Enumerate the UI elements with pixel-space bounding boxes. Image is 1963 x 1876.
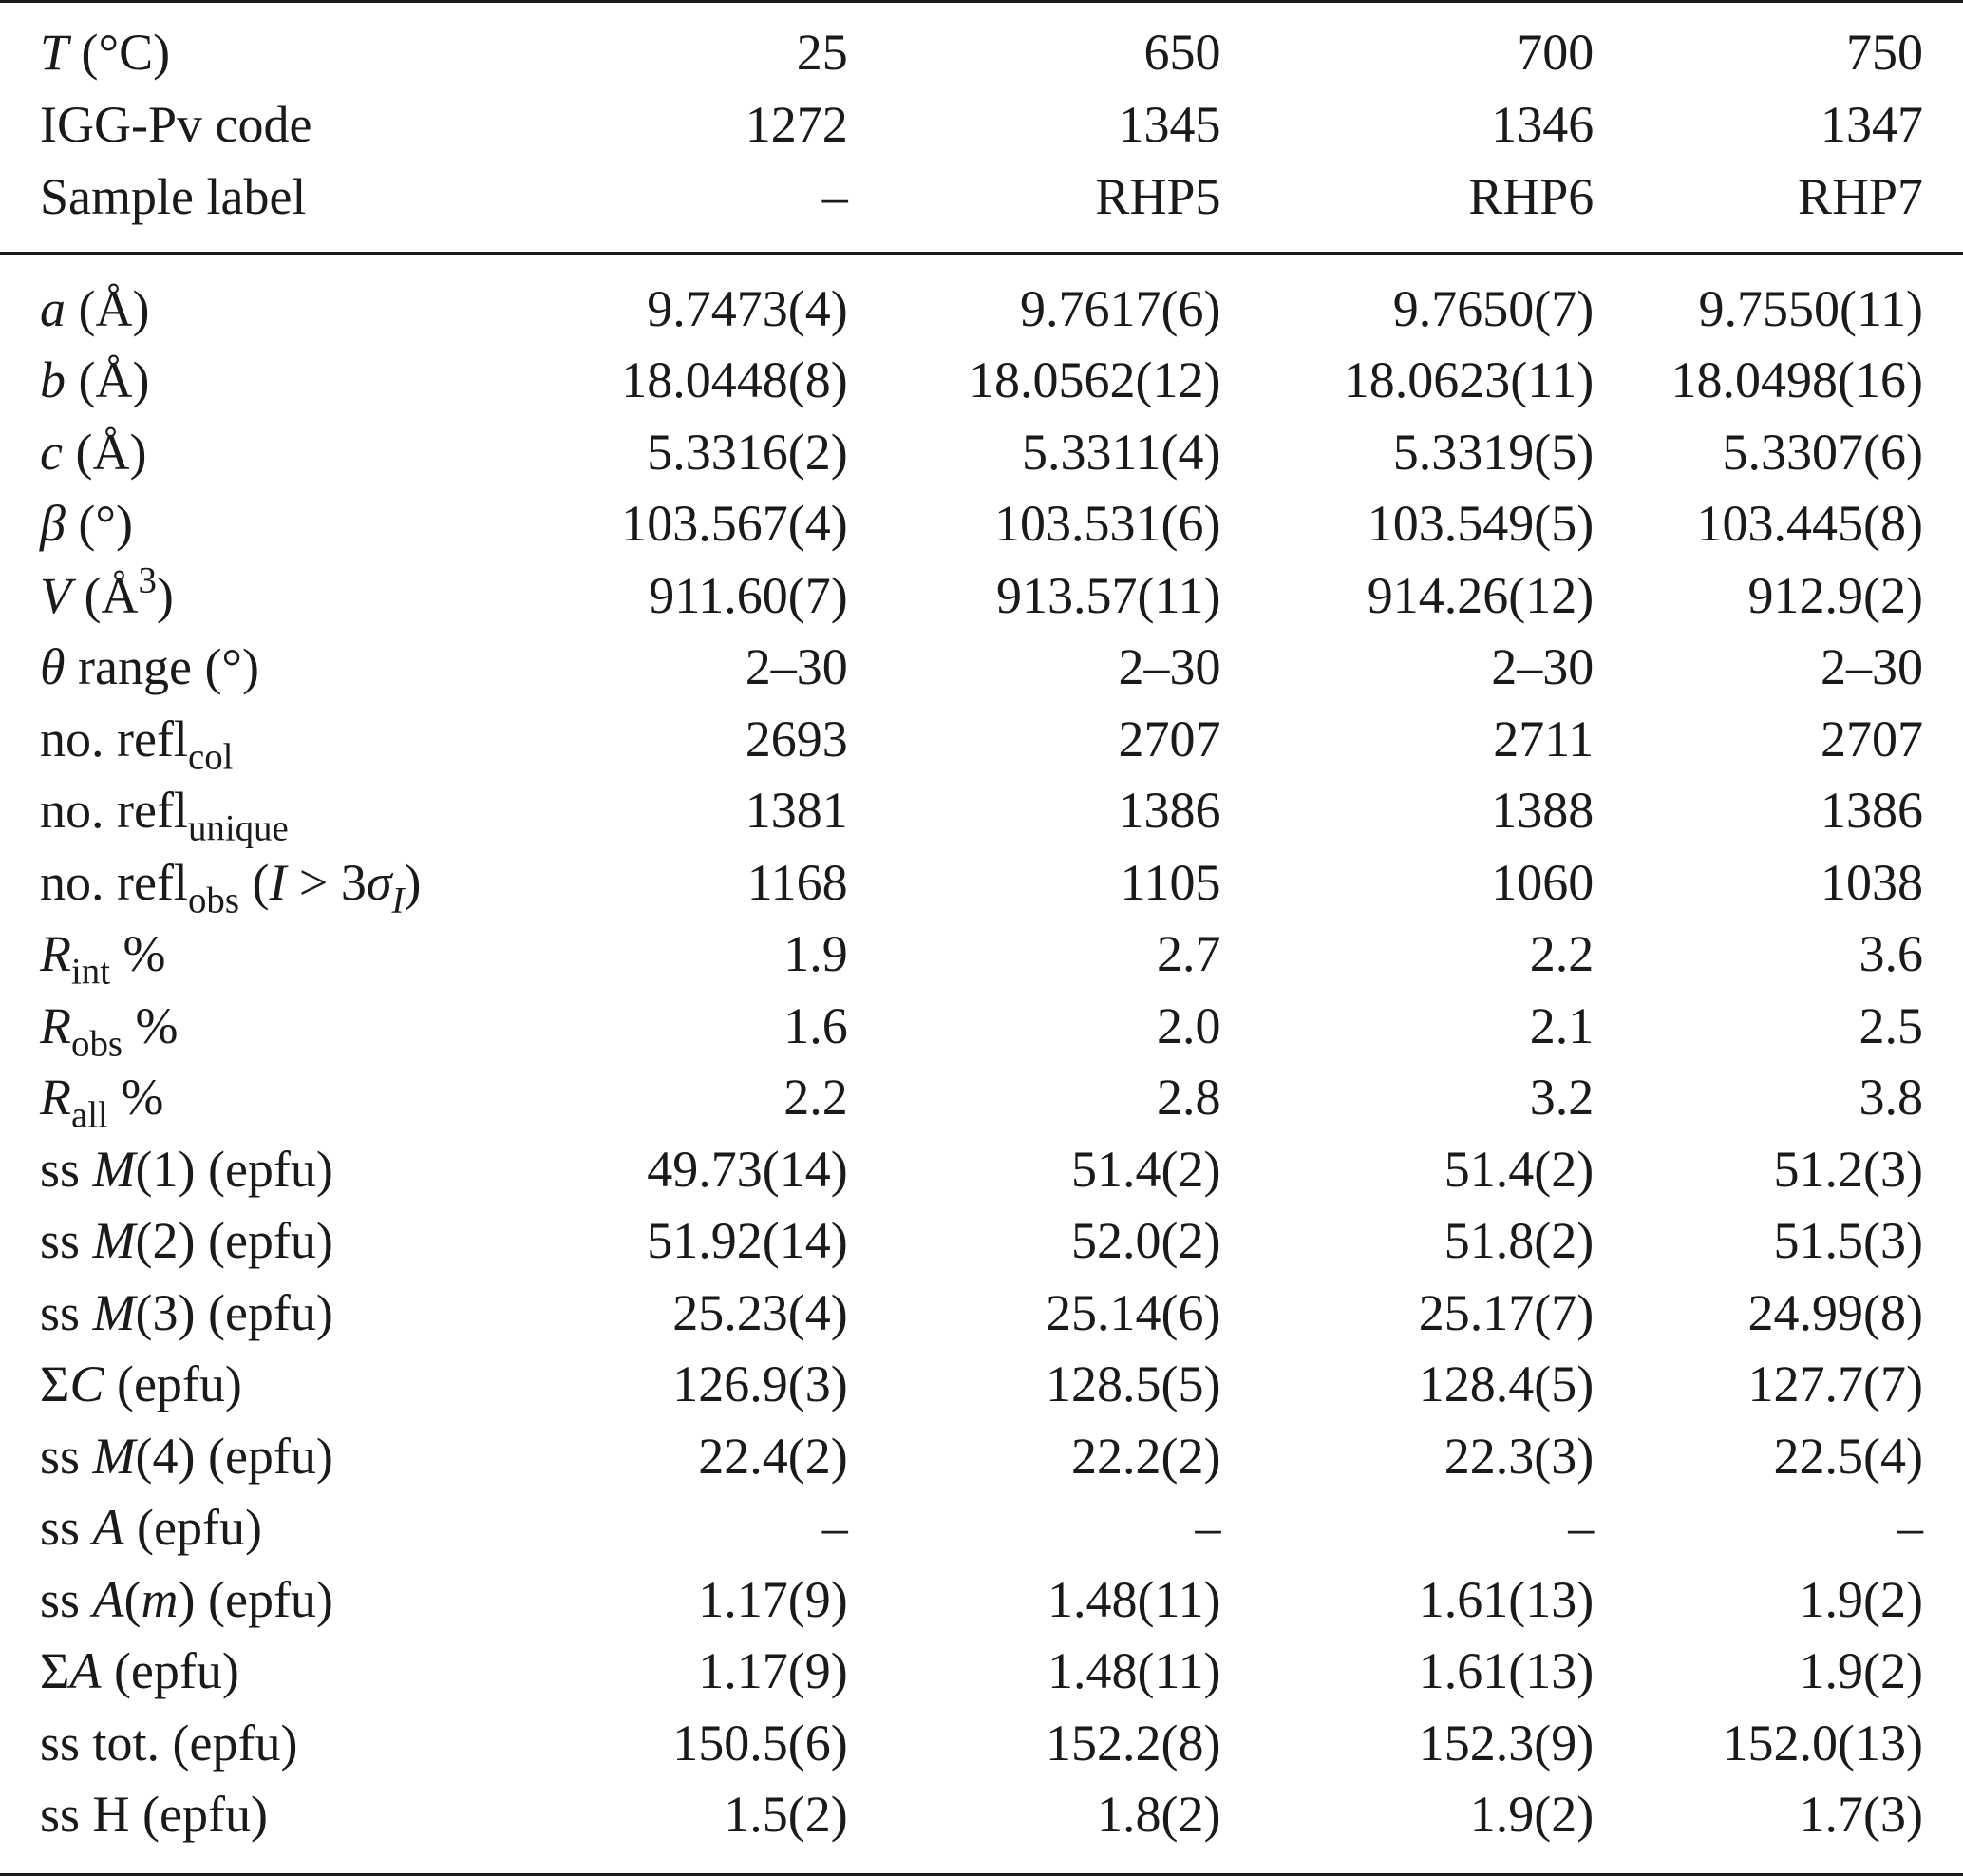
data-cell-col2: 1.48(11) [1048,1642,1221,1700]
data-cell-col1: 22.4(2) [698,1427,848,1485]
data-row [0,1062,1963,1134]
data-row-label: c (Å) [40,423,147,481]
data-cell-col2: 103.531(6) [994,495,1221,553]
data-cell-col3: 2.1 [1529,996,1595,1054]
data-cell-col4: 22.5(4) [1773,1427,1923,1485]
data-cell-col1: 5.3316(2) [647,423,848,481]
data-cell-col2: 2.0 [1156,996,1221,1054]
data-row [0,1277,1963,1349]
header-row [0,161,1963,233]
data-cell-col1: 49.73(14) [647,1140,848,1198]
data-cell-col1: 1168 [746,853,848,911]
data-row-label: V $(Å^3)$ [40,559,174,624]
data-cell-col2: 2707 [1118,710,1221,767]
data-row-label: ss A (epfu) [40,1499,262,1557]
data-row [0,775,1963,847]
header-row-label: IGG-Pv code [40,96,312,153]
data-cell-col2: 25.14(6) [1046,1283,1221,1341]
data-cell-col4: 912.9(2) [1747,566,1923,624]
data-cell-col4: 5.3307(6) [1722,423,1923,481]
data-cell-col3: 22.3(3) [1444,1427,1595,1485]
table-body [0,273,1963,1850]
data-row [0,846,1963,919]
data-cell-col3: 1.61(13) [1418,1570,1595,1628]
data-cell-col1: 2–30 [745,638,848,696]
header-cell-col3: 700 [1517,24,1595,81]
data-cell-col4: 51.5(3) [1773,1212,1923,1270]
data-row [0,559,1963,632]
data-cell-col2: 51.4(2) [1071,1140,1221,1198]
data-cell-col2: 2.7 [1156,925,1221,983]
data-row [0,1133,1963,1205]
header-cell-col3: RHP6 [1468,168,1595,225]
data-cell-col2: 152.2(8) [1046,1714,1221,1772]
data-cell-col1: 150.5(6) [672,1714,848,1772]
data-cell-col2: 52.0(2) [1071,1212,1221,1270]
data-cell-col2: 1.8(2) [1097,1786,1221,1844]
data-cell-col4: 3.8 [1859,1069,1923,1127]
data-cell-col3: 3.2 [1529,1069,1595,1127]
data-cell-col1: 9.7473(4) [647,279,848,337]
data-cell-col4: – [1897,1499,1923,1557]
data-cell-col2: 9.7617(6) [1020,279,1221,337]
data-row-label: ss M(4) (epfu) [40,1427,333,1485]
data-cell-col4: 2707 [1821,710,1923,767]
header-cell-col4: RHP7 [1797,168,1923,225]
data-cell-col2: 1105 [1120,853,1221,911]
data-cell-col4: 1038 [1821,853,1923,911]
data-cell-col1: 2693 [745,710,848,767]
data-row-label: no. refl$_{obs}$ $(I > 3\sigma_I)$ [40,853,422,921]
data-row [0,1636,1963,1708]
data-row-label: ss M(1) (epfu) [40,1140,333,1198]
data-cell-col2: 18.0562(12) [969,351,1221,409]
data-cell-col1: 911.60(7) [649,566,848,624]
data-cell-col3: 51.8(2) [1444,1212,1595,1270]
header-cell-col2: 1345 [1118,96,1221,153]
data-row-label: no. refl$_{unique}$ [40,782,289,849]
data-row [0,703,1963,775]
data-cell-col4: 127.7(7) [1747,1355,1923,1413]
data-row [0,990,1963,1062]
data-cell-col1: 126.9(3) [672,1355,848,1413]
data-cell-col4: 103.445(8) [1696,495,1923,553]
data-row [0,1779,1963,1851]
data-cell-col2: – [1195,1499,1221,1557]
data-cell-col4: 1.7(3) [1799,1786,1923,1844]
data-row [0,1420,1963,1492]
data-cell-col3: 25.17(7) [1418,1283,1595,1341]
header-cell-col1: 25 [796,24,848,81]
data-cell-col3: 51.4(2) [1444,1140,1595,1198]
data-row-label: a (Å) [40,279,150,337]
data-cell-col2: 2–30 [1118,638,1221,696]
data-cell-col4: 24.99(8) [1747,1283,1923,1341]
data-cell-col3: 152.3(9) [1418,1714,1595,1772]
data-row [0,1707,1963,1779]
data-cell-col1: 1.9 [783,925,848,983]
data-cell-col3: 128.4(5) [1418,1355,1595,1413]
data-cell-col3: 1388 [1491,782,1595,840]
data-row-label: ΣA (epfu) [40,1642,239,1700]
data-cell-col1: 51.92(14) [647,1212,848,1270]
data-cell-col1: 1.5(2) [724,1786,848,1844]
table-header-rule [0,252,1963,255]
header-cell-col1: 1272 [745,96,848,153]
data-cell-col4: 1.9(2) [1799,1570,1923,1628]
data-cell-col1: 1.17(9) [698,1570,848,1628]
data-cell-col2: 1.48(11) [1048,1570,1221,1628]
data-row [0,632,1963,704]
data-row-label: ss A(m) (epfu) [40,1570,333,1628]
data-row-label: $R_{obs}$ % [40,996,179,1065]
header-row-label: T (°C) [40,24,171,81]
data-row [0,919,1963,991]
data-cell-col2: 1386 [1118,782,1221,840]
header-cell-col3: 1346 [1491,96,1595,153]
data-row-label: b (Å) [40,351,150,409]
data-cell-col1: 1381 [745,782,848,840]
data-cell-col1: 18.0448(8) [621,351,848,409]
data-cell-col2: 913.57(11) [996,566,1221,624]
data-cell-col1: 1.17(9) [698,1642,848,1700]
header-row [0,88,1963,161]
header-cell-col2: 650 [1143,24,1221,81]
data-cell-col2: 22.2(2) [1071,1427,1221,1485]
data-cell-col4: 18.0498(16) [1670,351,1923,409]
data-cell-col4: 1.9(2) [1799,1642,1923,1700]
data-row [0,345,1963,417]
table-header [0,16,1963,233]
data-cell-col4: 2–30 [1821,638,1923,696]
data-cell-col4: 2.5 [1859,996,1923,1054]
data-cell-col3: 5.3319(5) [1392,423,1595,481]
data-cell-col1: 103.567(4) [621,495,848,553]
data-row [0,416,1963,488]
data-row [0,1492,1963,1564]
data-cell-col3: 1.61(13) [1418,1642,1595,1700]
data-row-label: ss M(3) (epfu) [40,1283,333,1341]
data-cell-col3: 103.549(5) [1367,495,1595,553]
header-cell-col4: 750 [1846,24,1923,81]
data-row-label: $R_{int}$ % [40,925,166,993]
header-row [0,16,1963,88]
data-row [0,488,1963,560]
data-cell-col1: 25.23(4) [672,1283,848,1341]
data-cell-col3: – [1568,1499,1595,1557]
data-cell-col3: 914.26(12) [1367,566,1595,624]
data-cell-col3: 2.2 [1529,925,1595,983]
header-cell-col4: 1347 [1821,96,1923,153]
data-cell-col3: 1.9(2) [1469,1786,1595,1844]
data-cell-col1: 1.6 [783,996,848,1054]
data-row-label: ss M(2) (epfu) [40,1212,333,1270]
data-row [0,1205,1963,1278]
table-top-rule [0,0,1963,3]
data-cell-col3: 18.0623(11) [1343,351,1595,409]
data-cell-col3: 2711 [1493,710,1595,767]
data-row-label: θ range (°) [40,638,260,696]
data-cell-col2: 128.5(5) [1046,1355,1221,1413]
data-cell-col4: 3.6 [1859,925,1923,983]
data-cell-col4: 152.0(13) [1722,1714,1923,1772]
data-cell-col3: 2–30 [1491,638,1595,696]
header-row-label: Sample label [40,168,307,225]
data-row [0,1349,1963,1421]
data-row-label: ss H (epfu) [40,1786,268,1844]
data-row-label: ΣC (epfu) [40,1355,242,1413]
data-cell-col3: 9.7650(7) [1392,279,1595,337]
data-row-label: β (°) [40,495,133,553]
data-cell-col1: 2.2 [783,1069,848,1127]
data-cell-col4: 1386 [1821,782,1923,840]
data-cell-col4: 51.2(3) [1773,1140,1923,1198]
data-row-label: no. refl$_{col}$ [40,710,234,778]
header-cell-col1: – [821,168,848,225]
data-cell-col1: – [821,1499,848,1557]
data-row-label: $R_{all}$ % [40,1069,164,1136]
data-row [0,273,1963,345]
data-cell-col3: 1060 [1491,853,1595,911]
data-cell-col2: 2.8 [1156,1069,1221,1127]
data-cell-col2: 5.3311(4) [1022,423,1221,481]
header-cell-col2: RHP5 [1095,168,1221,225]
data-row [0,1563,1963,1636]
data-row-label: ss tot. (epfu) [40,1714,298,1772]
data-cell-col4: 9.7550(11) [1698,279,1923,337]
